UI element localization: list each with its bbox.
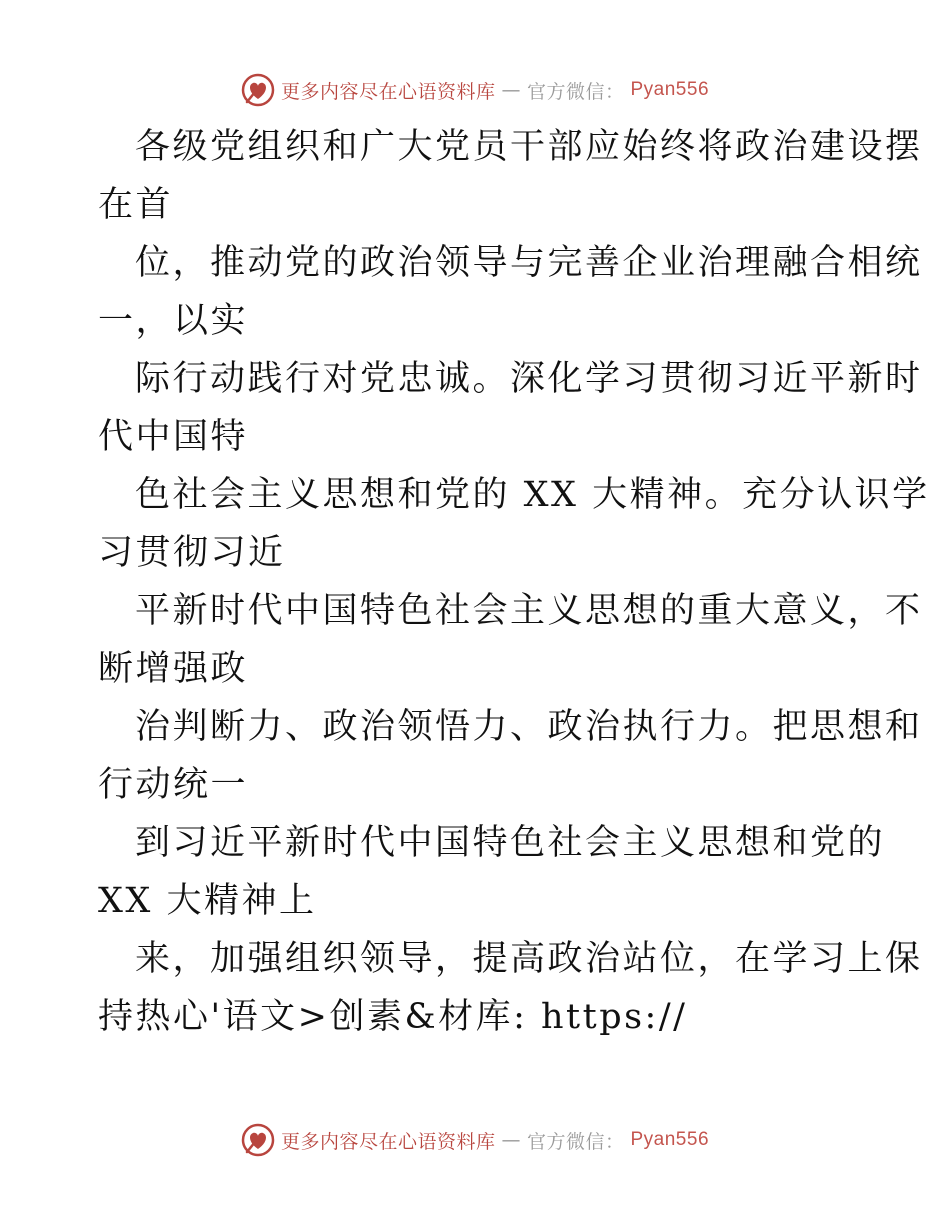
paragraph-line: 各级党组织和广大党员干部应始终将政治建设摆 [135, 127, 923, 167]
paragraph-line: 习贯彻习近 [98, 533, 286, 573]
heart-pen-icon [241, 73, 275, 107]
banner-wechat-id: Pyan556 [630, 1129, 710, 1150]
paragraph-line: 行动统一 [98, 765, 249, 805]
paragraph-line: 一，以实 [98, 301, 249, 341]
document-body [98, 118, 930, 1046]
banner-brand: 更多内容尽在心语资料库 [280, 1130, 496, 1153]
heart-pen-icon [241, 1123, 275, 1157]
paragraph-line: XX 大精神上 [98, 881, 317, 921]
footer-banner [0, 1120, 950, 1160]
paragraph-line: 治判断力、政治领悟力、政治执行力。把思想和 [135, 707, 923, 747]
header-banner [0, 70, 950, 110]
paragraph-line: 色社会主义思想和党的 XX 大精神。充分认识学 [135, 475, 930, 515]
banner-brand: 更多内容尽在心语资料库 [280, 80, 496, 103]
paragraph-line: 在首 [98, 185, 174, 225]
paragraph-line: 位，推动党的政治领导与完善企业治理融合相统 [135, 243, 923, 283]
banner-label: 官方微信： [526, 80, 625, 103]
banner-wechat-id: Pyan556 [630, 79, 710, 100]
paragraph-line: 平新时代中国特色社会主义思想的重大意义，不 [135, 591, 923, 631]
paragraph-line: 持热心'语文>创素&材库: https:// [98, 997, 688, 1037]
paragraph-line: 代中国特 [98, 417, 249, 457]
banner-separator: — [501, 79, 521, 101]
banner-label: 官方微信： [526, 1130, 625, 1153]
paragraph-line: 际行动践行对党忠诚。深化学习贯彻习近平新时 [135, 359, 923, 399]
banner-separator: — [501, 1129, 521, 1151]
paragraph-line: 到习近平新时代中国特色社会主义思想和党的 [135, 823, 886, 863]
paragraph-line: 断增强政 [98, 649, 249, 689]
paragraph-line: 来，加强组织领导，提高政治站位，在学习上保 [135, 939, 923, 979]
